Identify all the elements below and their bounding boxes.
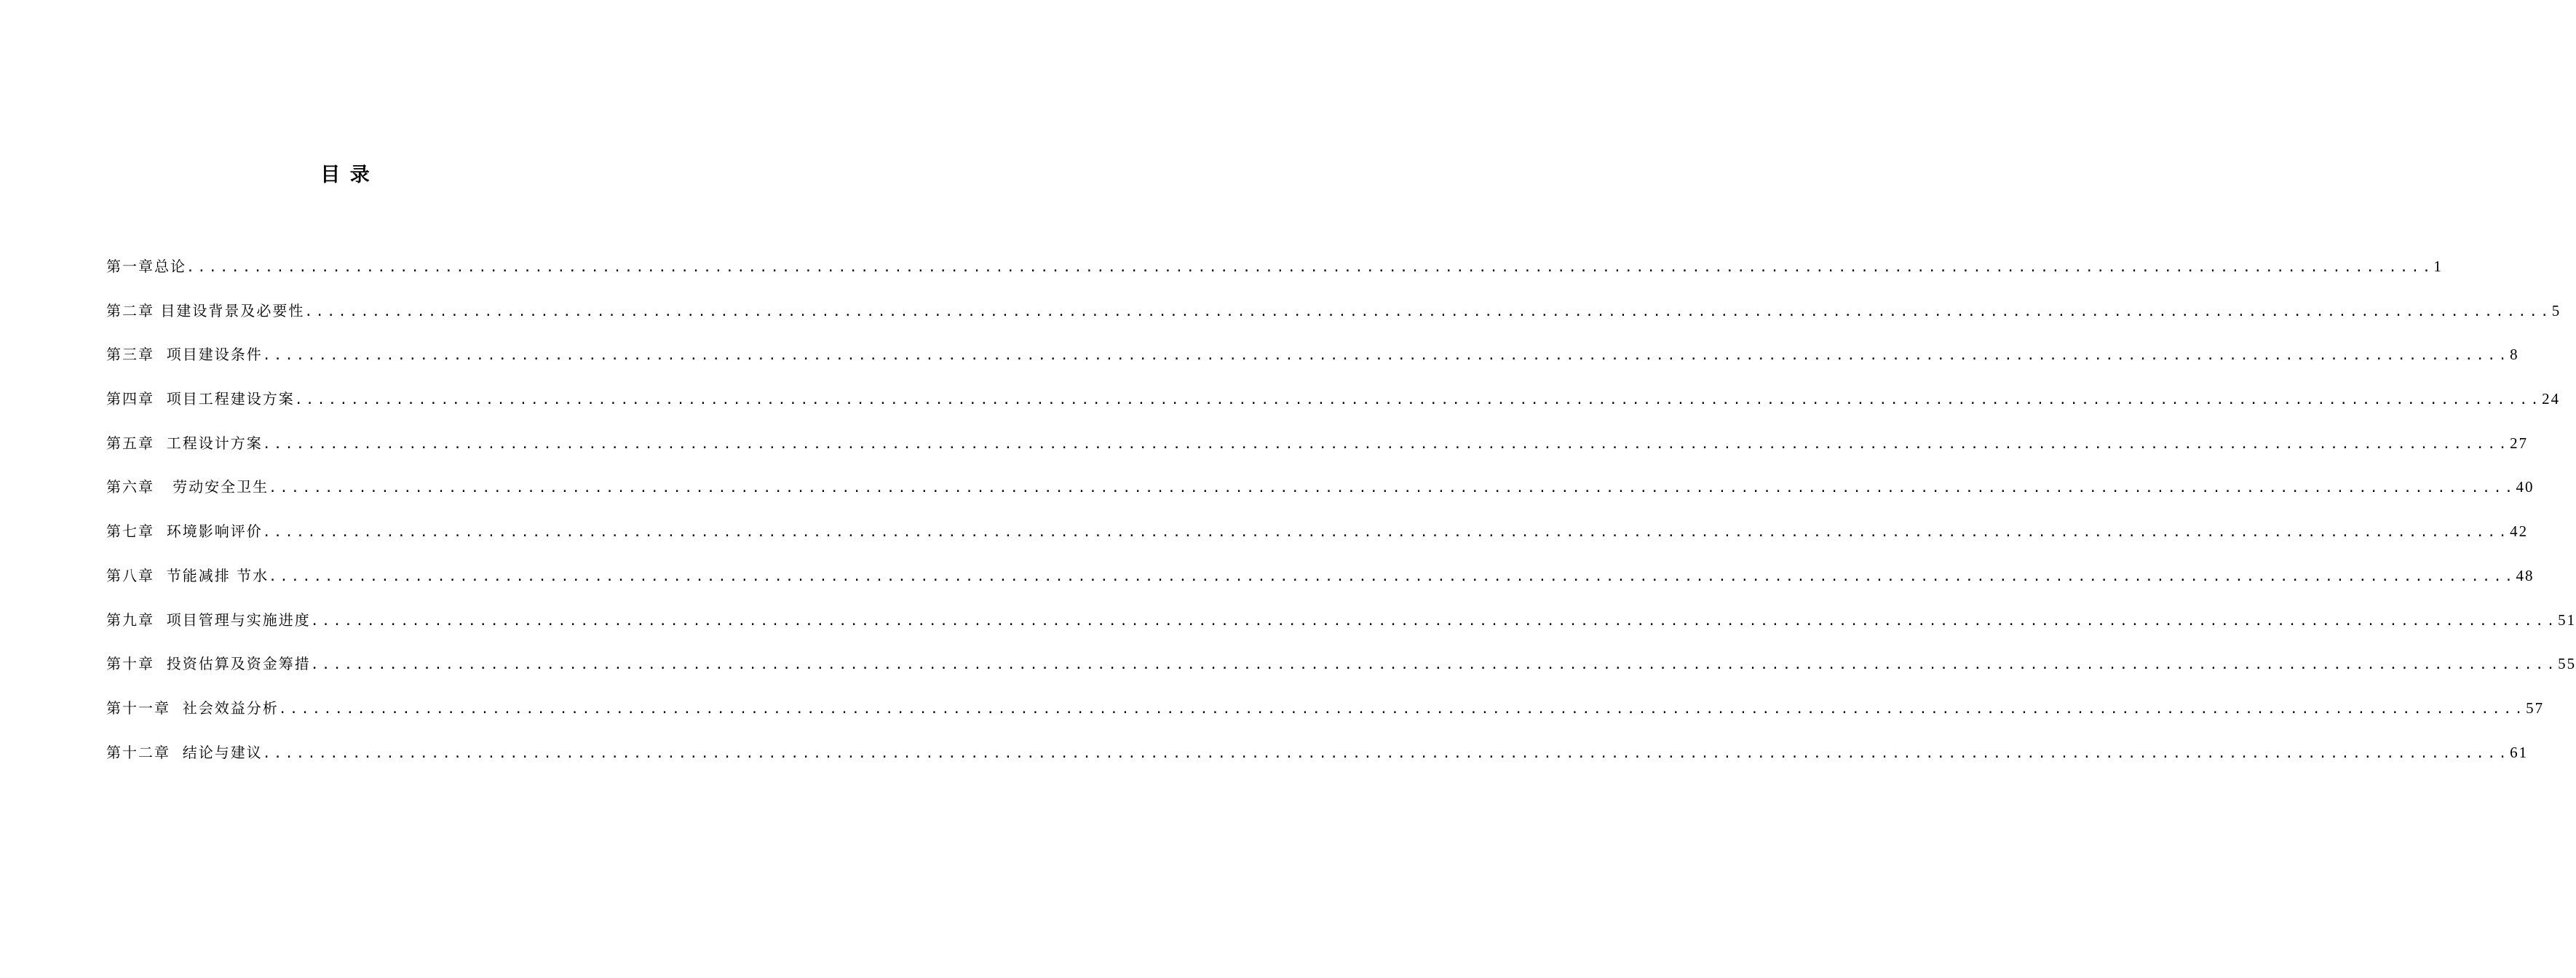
toc-entry-page: 42: [2510, 522, 2529, 541]
toc-leader-dots: ........................................................................................................................................................................................................: [269, 480, 2516, 496]
toc-entry-page: 8: [2510, 346, 2519, 364]
toc-entry-page: 24: [2542, 390, 2561, 408]
table-of-contents: [106, 252, 2576, 782]
toc-leader-dots: ........................................................................................................................................................................................................: [262, 525, 2510, 541]
toc-entry-label: 第七章 环境影响评价: [106, 522, 263, 541]
toc-entry-label: 第一章总论: [106, 258, 186, 275]
toc-entry[interactable]: [106, 340, 2519, 369]
toc-entry-label: 第十一章 社会效益分析: [106, 699, 279, 717]
toc-title: 目 录: [320, 164, 371, 187]
toc-entry[interactable]: [106, 384, 2561, 413]
toc-leader-dots: ........................................................................................................................................................................................................: [186, 260, 2434, 275]
toc-entry-page: 57: [2526, 699, 2545, 717]
toc-entry-page: 40: [2516, 478, 2535, 496]
toc-entry[interactable]: [106, 561, 2535, 590]
toc-entry-label: 第五章 工程设计方案: [106, 434, 263, 452]
toc-entry[interactable]: [106, 252, 2443, 281]
toc-entry[interactable]: [106, 693, 2545, 723]
toc-entry-label: 第十章 投资估算及资金筹措: [106, 655, 311, 673]
toc-entry-page: 1: [2433, 258, 2443, 275]
toc-leader-dots: ........................................................................................................................................................................................................: [262, 348, 2510, 364]
toc-leader-dots: ........................................................................................................................................................................................................: [310, 657, 2559, 673]
toc-leader-dots: ........................................................................................................................................................................................................: [262, 745, 2510, 761]
toc-leader-dots: ........................................................................................................................................................................................................: [278, 701, 2527, 717]
toc-entry-page: 61: [2510, 743, 2529, 761]
toc-entry-label: 第十二章 结论与建议: [106, 743, 263, 761]
toc-entry-page: 27: [2510, 434, 2529, 452]
toc-entry[interactable]: [106, 738, 2529, 767]
toc-entry[interactable]: [106, 649, 2576, 678]
toc-entry[interactable]: [106, 605, 2576, 635]
toc-entry[interactable]: [106, 296, 2561, 325]
toc-entry-label: 第三章 项目建设条件: [106, 346, 263, 364]
toc-entry-label: 第四章 项目工程建设方案: [106, 390, 295, 408]
toc-entry-page: 48: [2516, 566, 2535, 584]
toc-leader-dots: ........................................................................................................................................................................................................: [304, 303, 2552, 319]
toc-leader-dots: ........................................................................................................................................................................................................: [310, 613, 2559, 629]
toc-entry-label: 第九章 项目管理与实施进度: [106, 611, 311, 629]
toc-entry-page: 51: [2558, 611, 2576, 629]
toc-leader-dots: ........................................................................................................................................................................................................: [262, 436, 2510, 452]
toc-entry-label: 第六章 劳动安全卫生: [106, 478, 269, 496]
toc-entry[interactable]: [106, 429, 2529, 458]
toc-entry[interactable]: [106, 517, 2529, 546]
toc-entry-page: 55: [2558, 655, 2576, 673]
toc-leader-dots: ........................................................................................................................................................................................................: [294, 392, 2543, 408]
toc-entry-label: 第二章 目建设背景及必要性: [106, 301, 305, 319]
toc-entry[interactable]: [106, 472, 2535, 501]
toc-entry-label: 第八章 节能减排 节水: [106, 566, 269, 584]
toc-entry-page: 5: [2551, 301, 2561, 319]
toc-leader-dots: ........................................................................................................................................................................................................: [269, 568, 2516, 584]
